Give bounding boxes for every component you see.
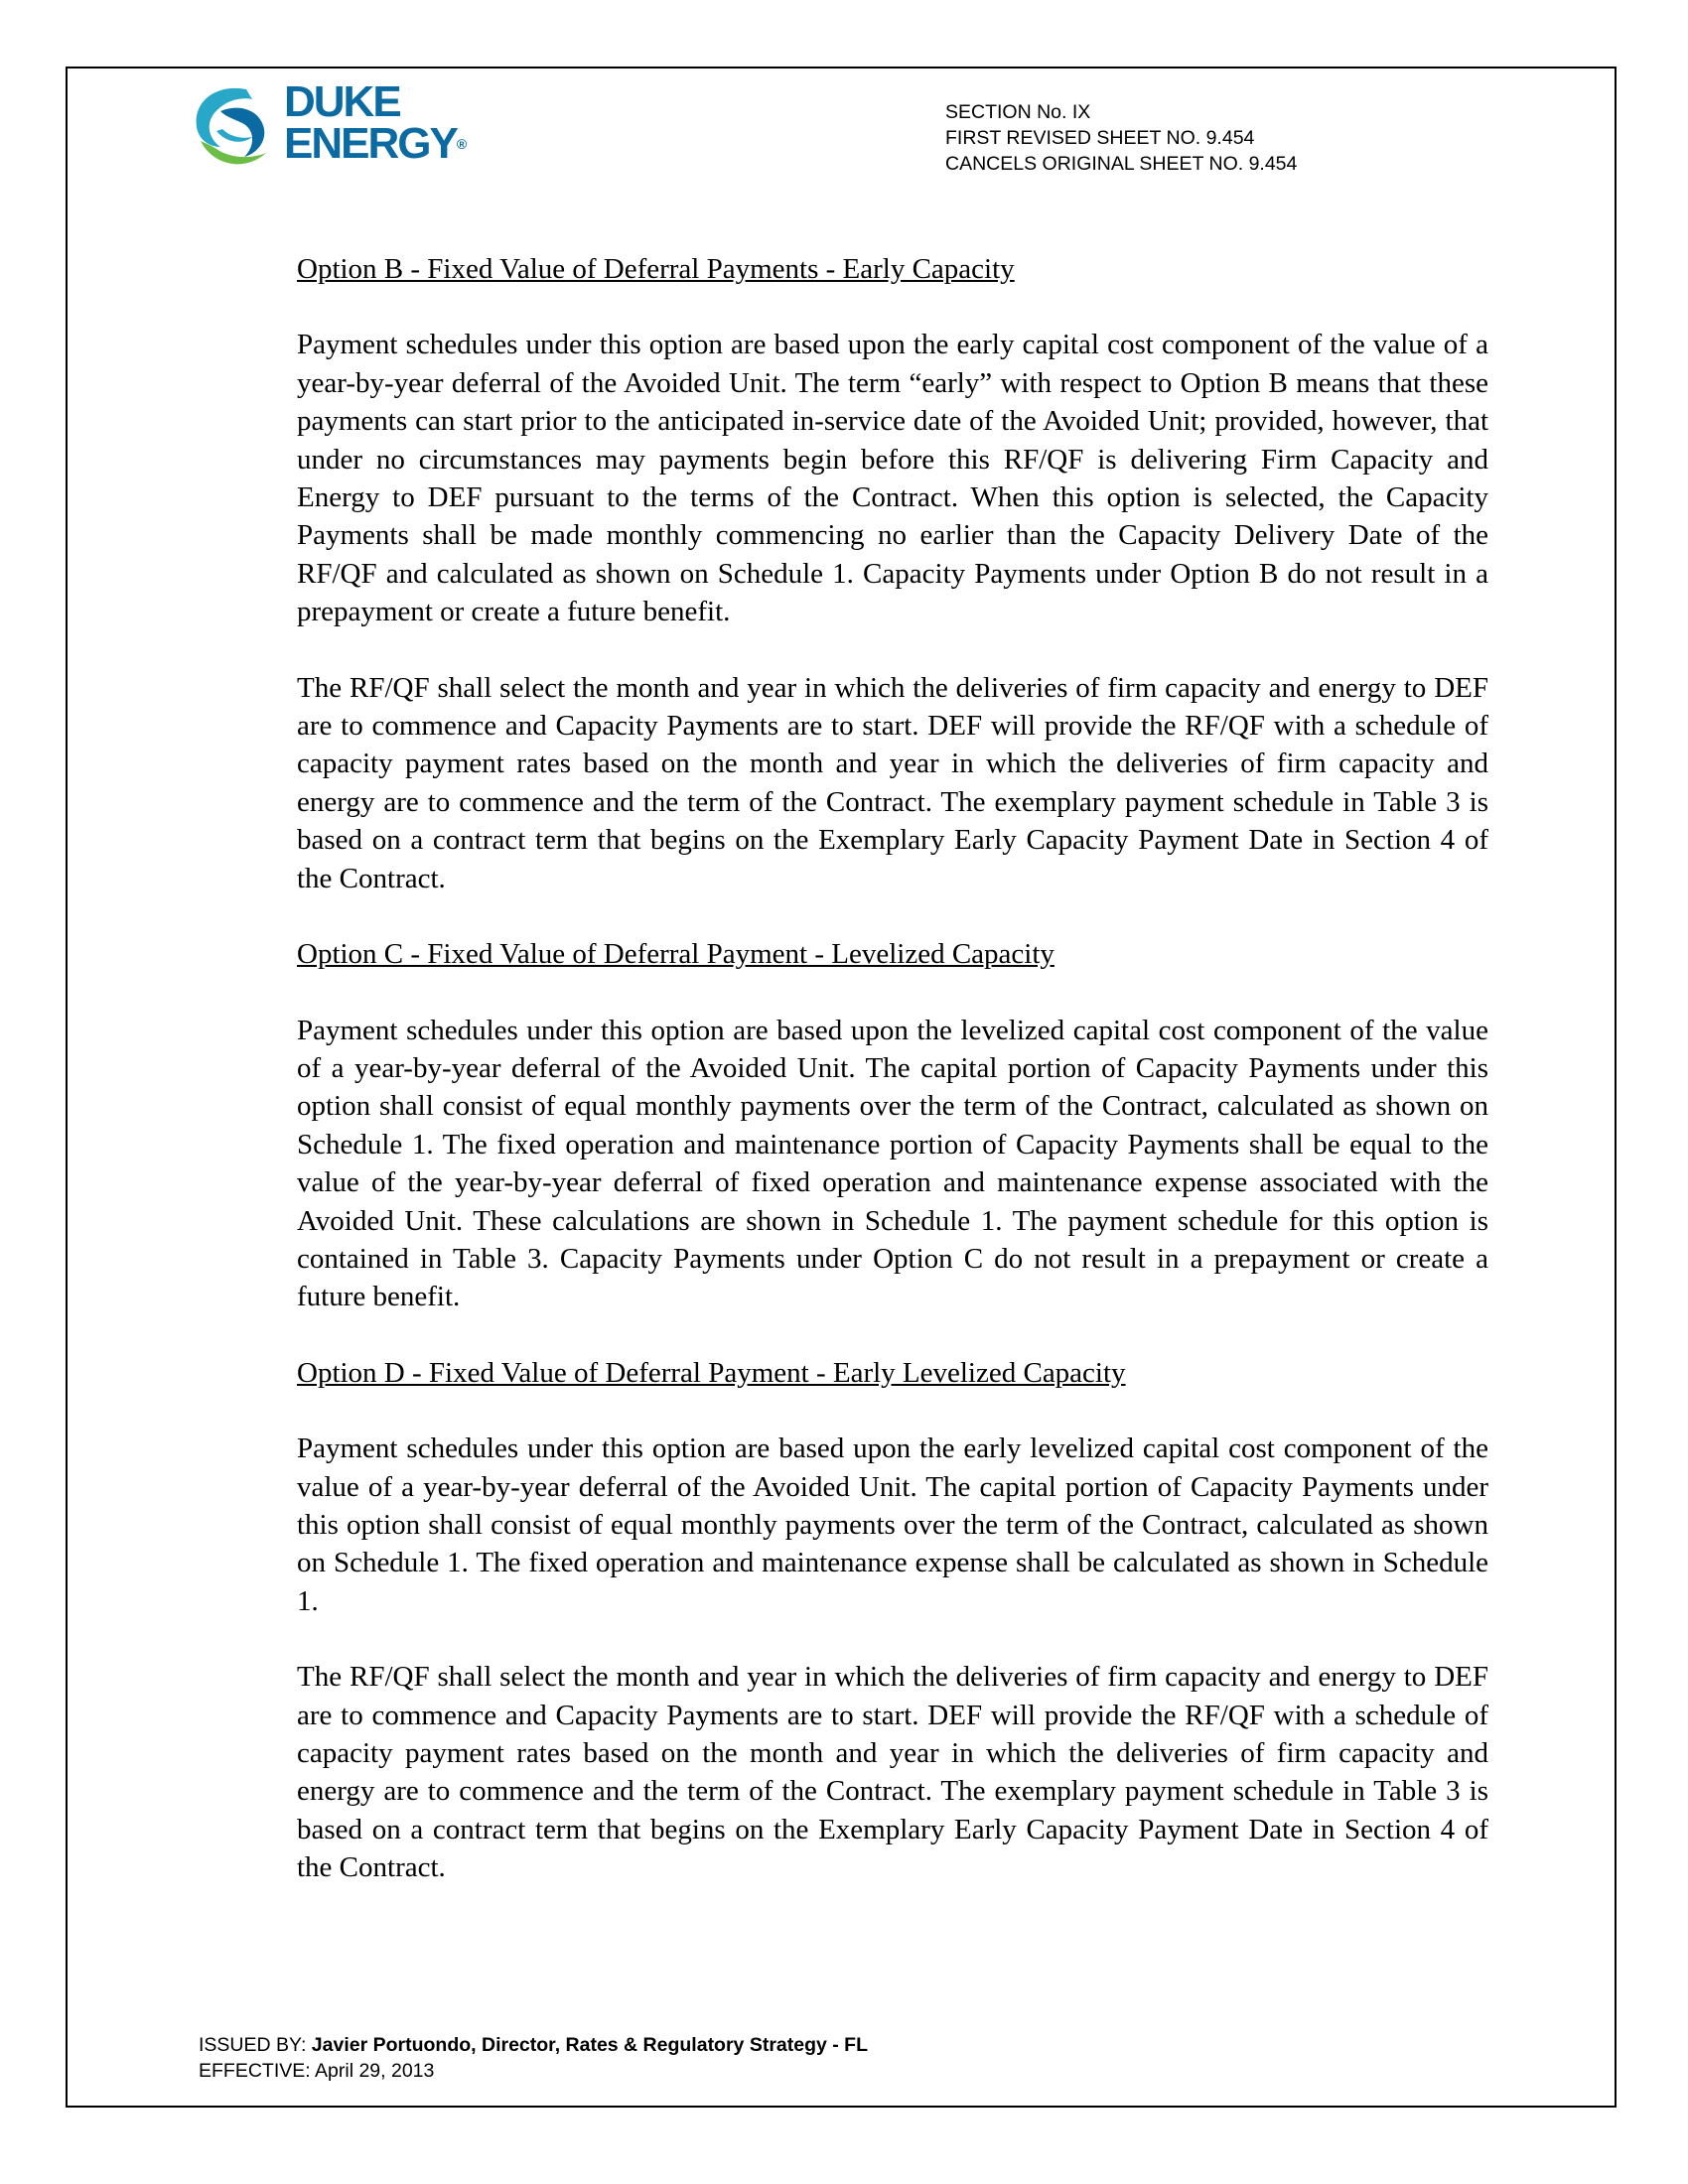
option-c-heading: Option C - Fixed Value of Deferral Payment - Levelized Capacity xyxy=(297,938,1055,971)
logo-line-duke: DUKE xyxy=(284,77,400,126)
logo-line-energy: ENERGY xyxy=(284,119,457,168)
option-d-paragraph-1: Payment schedules under this option are based upon the early levelized capital cost component of the value of a year-by-year deferral of the Avoided Unit. The capital portion of Capacity Payments under this option shall consist of equal monthly payments over the term of the Contract, calculated as shown on Schedule 1. The fixed operation and maintenance expense shall be calculated as shown in Schedule 1. xyxy=(297,1433,1488,1617)
option-d-heading: Option D - Fixed Value of Deferral Payment - Early Levelized Capacity xyxy=(297,1356,1126,1389)
issued-by-line xyxy=(199,2032,868,2058)
cancels-sheet: CANCELS ORIGINAL SHEET NO. 9.454 xyxy=(945,153,1298,175)
effective-date: April 29, 2013 xyxy=(315,2060,435,2082)
effective-label: EFFECTIVE: xyxy=(199,2060,311,2082)
option-b-paragraph-1: Payment schedules under this option are based upon the early capital cost component of the value of a year-by-year deferral of the Avoided Unit. The term “early” with respect to Option B means that these payments can start prior to the anticipated in-service date of the Avoided Unit; provided, however, that under no circumstances may payments begin before this RF/QF is delivering Firm Capacity and Energy to DEF pursuant to the terms of the Contract. When this option is selected, the Capacity Payments shall be made monthly commencing no earlier than the Capacity Delivery Date of the RF/QF and calculated as shown on Schedule 1. Capacity Payments under Option B do not result in a prepayment or create a future benefit. xyxy=(297,329,1488,628)
option-c-paragraph-1: Payment schedules under this option are based upon the levelized capital cost component of the value of a year-by-year deferral of the Avoided Unit. The capital portion of Capacity Payments under this option shall consist of equal monthly payments over the term of the Contract, calculated as shown on Schedule 1. The fixed operation and maintenance portion of Capacity Payments shall be equal to the value of the year-by-year deferral of fixed operation and maintenance expense associated with the Avoided Unit. These calculations are shown in Schedule 1. The payment schedule for this option is contained in Table 3. Capacity Payments under Option C do not result in a prepayment or create a future benefit. xyxy=(297,1014,1488,1313)
section-number: SECTION No. IX xyxy=(945,101,1091,123)
section-header xyxy=(945,99,1297,177)
duke-energy-logo-icon xyxy=(187,81,286,177)
sheet-number: FIRST REVISED SHEET NO. 9.454 xyxy=(945,127,1255,149)
effective-line xyxy=(199,2058,868,2084)
issued-by-value: Javier Portuondo, Director, Rates & Regulatory Strategy - FL xyxy=(311,2034,869,2056)
issued-by-label: ISSUED BY: xyxy=(199,2034,307,2056)
option-d-paragraph-2: The RF/QF shall select the month and year in which the deliveries of firm capacity and energy to DEF are to commence and Capacity Payments are to start. DEF will provide the RF/QF with a schedule of capacity payment rates based on the month and year in which the deliveries of firm capacity and energy are to commence and the term of the Contract. The exemplary payment schedule in Table 3 is based on a contract term that begins on the Exemplary Early Capacity Payment Date in Section 4 of the Contract. xyxy=(297,1661,1488,1884)
duke-energy-wordmark xyxy=(284,77,468,168)
duke-energy-logo xyxy=(187,77,475,177)
page-footer xyxy=(199,2032,868,2084)
registered-mark: ® xyxy=(456,136,468,152)
option-b-heading: Option B - Fixed Value of Deferral Payments - Early Capacity xyxy=(297,253,1015,285)
option-b-paragraph-2: The RF/QF shall select the month and year in which the deliveries of firm capacity and energy to DEF are to commence and Capacity Payments are to start. DEF will provide the RF/QF with a schedule of capacity payment rates based on the month and year in which the deliveries of firm capacity and energy are to commence and the term of the Contract. The exemplary payment schedule in Table 3 is based on a contract term that begins on the Exemplary Early Capacity Payment Date in Section 4 of the Contract. xyxy=(297,671,1488,894)
document-body xyxy=(297,250,1488,1925)
